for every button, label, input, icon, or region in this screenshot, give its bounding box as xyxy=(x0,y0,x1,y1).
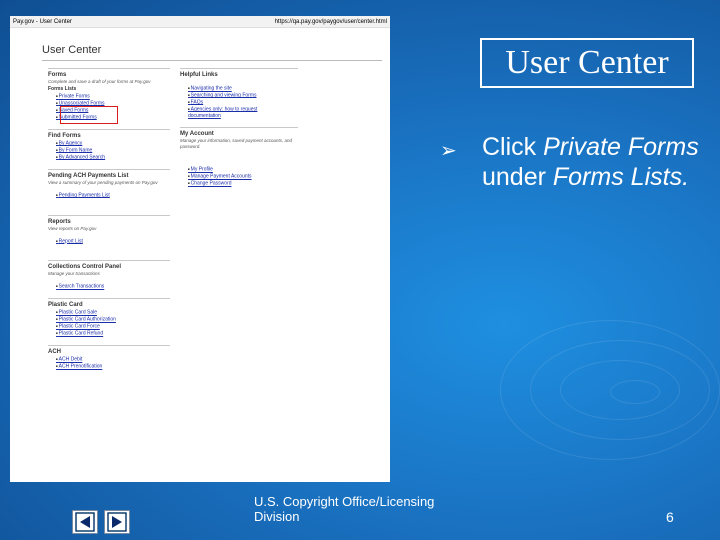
plastic-card-links xyxy=(56,309,170,337)
footer-text: U.S. Copyright Office/Licensing Division xyxy=(254,494,435,524)
slide-title: User Center xyxy=(505,44,669,81)
back-button[interactable] xyxy=(72,510,98,534)
ach-prenotification-link[interactable]: ■ ACH Prenotification xyxy=(56,363,170,370)
helpful-links-section xyxy=(180,68,298,119)
forward-button[interactable] xyxy=(104,510,130,534)
instruction-text xyxy=(482,132,702,192)
report-list-link[interactable]: ■ Report List xyxy=(56,238,170,245)
instruction-emphasis: Private Forms xyxy=(543,133,699,161)
right-column xyxy=(180,68,298,195)
section-description: Manage your information, saved payment accounts, and password. xyxy=(180,138,293,150)
instruction-emphasis: Forms Lists xyxy=(552,163,683,191)
water-ripple xyxy=(610,380,660,404)
page-number: 6 xyxy=(666,509,674,525)
section-title: Plastic Card xyxy=(48,302,83,309)
navigating-site-link[interactable]: ■ Navigating the site xyxy=(188,85,298,92)
plastic-card-force-link[interactable]: ■ Plastic Card Force xyxy=(56,323,170,330)
collections-section xyxy=(48,260,170,290)
highlight-box xyxy=(60,106,118,124)
by-advanced-search-link[interactable]: ■ By Advanced Search xyxy=(56,154,170,161)
section-title: My Account xyxy=(180,131,214,138)
section-description: Complete and save a draft of your forms at Pay.gov xyxy=(48,79,151,84)
back-arrow-icon xyxy=(73,511,97,533)
ach-section xyxy=(48,345,170,370)
ach-links xyxy=(56,356,170,370)
submitted-forms-link[interactable]: ■ Submitted Forms xyxy=(56,114,170,121)
faqs-link[interactable]: ■ FAQs xyxy=(188,99,298,106)
section-description: View a summary of your pending payments on Pay.gov xyxy=(48,179,158,185)
request-documentation-link[interactable]: ■ Agencies only: how to request documentation xyxy=(188,106,288,119)
forms-lists-title: Forms Lists xyxy=(48,86,77,92)
reports-section xyxy=(48,215,170,245)
section-description: View reports on Pay.gov xyxy=(48,225,97,231)
pending-payments-list-link[interactable]: ■ Pending Payments List xyxy=(56,192,170,199)
section-title: Collections Control Panel xyxy=(48,264,122,271)
arrow-bullet-icon: ➢ xyxy=(440,140,457,162)
section-title: ACH xyxy=(48,349,61,356)
section-title: Forms xyxy=(48,72,67,78)
by-form-name-link[interactable]: ■ By Form Name xyxy=(56,147,170,154)
plastic-card-authorization-link[interactable]: ■ Plastic Card Authorization xyxy=(56,316,170,323)
change-password-link[interactable]: ■ Change Password xyxy=(188,180,298,187)
pending-ach-links xyxy=(56,192,170,199)
my-account-links xyxy=(188,166,298,187)
section-description: Manage your transactions xyxy=(48,271,100,277)
screenshot-address: https://qa.pay.gov/paygov/user/center.html xyxy=(274,18,387,25)
find-forms-links xyxy=(56,140,170,161)
helpful-links xyxy=(188,85,298,119)
screenshot-window-title: Pay.gov - User Center xyxy=(13,18,72,25)
unassociated-forms-link[interactable]: ■ Unassociated Forms xyxy=(56,100,170,107)
private-forms-link[interactable]: ■ Private Forms xyxy=(56,93,170,100)
searching-forms-link[interactable]: ■ Searching and viewing Forms xyxy=(188,92,298,99)
plastic-card-section xyxy=(48,298,170,337)
search-transactions-links xyxy=(56,283,170,290)
ach-debit-link[interactable]: ■ ACH Debit xyxy=(56,356,170,363)
screenshot-titlebar xyxy=(10,16,390,28)
section-title: Pending ACH Payments List xyxy=(48,172,129,179)
plastic-card-sale-link[interactable]: ■ Plastic Card Sale xyxy=(56,309,170,316)
divider xyxy=(42,60,382,61)
manage-payment-accounts-link[interactable]: ■ Manage Payment Accounts xyxy=(188,173,298,180)
instruction-part: . xyxy=(682,163,690,191)
find-forms-section xyxy=(48,129,170,161)
embedded-screenshot xyxy=(10,16,390,482)
my-account-section xyxy=(180,127,298,187)
pending-ach-section xyxy=(48,169,170,199)
section-title: Reports xyxy=(48,218,71,225)
forward-arrow-icon xyxy=(105,511,129,533)
section-title: Find Forms xyxy=(48,132,81,139)
plastic-card-refund-link[interactable]: ■ Plastic Card Refund xyxy=(56,330,170,337)
search-transactions-link[interactable]: ■ Search Transactions xyxy=(56,283,170,290)
by-agency-link[interactable]: ■ By Agency xyxy=(56,140,170,147)
instruction-part: Click xyxy=(482,133,544,161)
reports-links xyxy=(56,238,170,245)
slide-title-box xyxy=(480,38,694,88)
saved-forms-link[interactable]: ■ Saved Forms xyxy=(56,107,170,114)
instruction-part: under xyxy=(482,163,553,191)
my-profile-link[interactable]: ■ My Profile xyxy=(188,166,298,173)
section-title: Helpful Links xyxy=(180,72,218,78)
screenshot-heading: User Center xyxy=(42,44,102,56)
